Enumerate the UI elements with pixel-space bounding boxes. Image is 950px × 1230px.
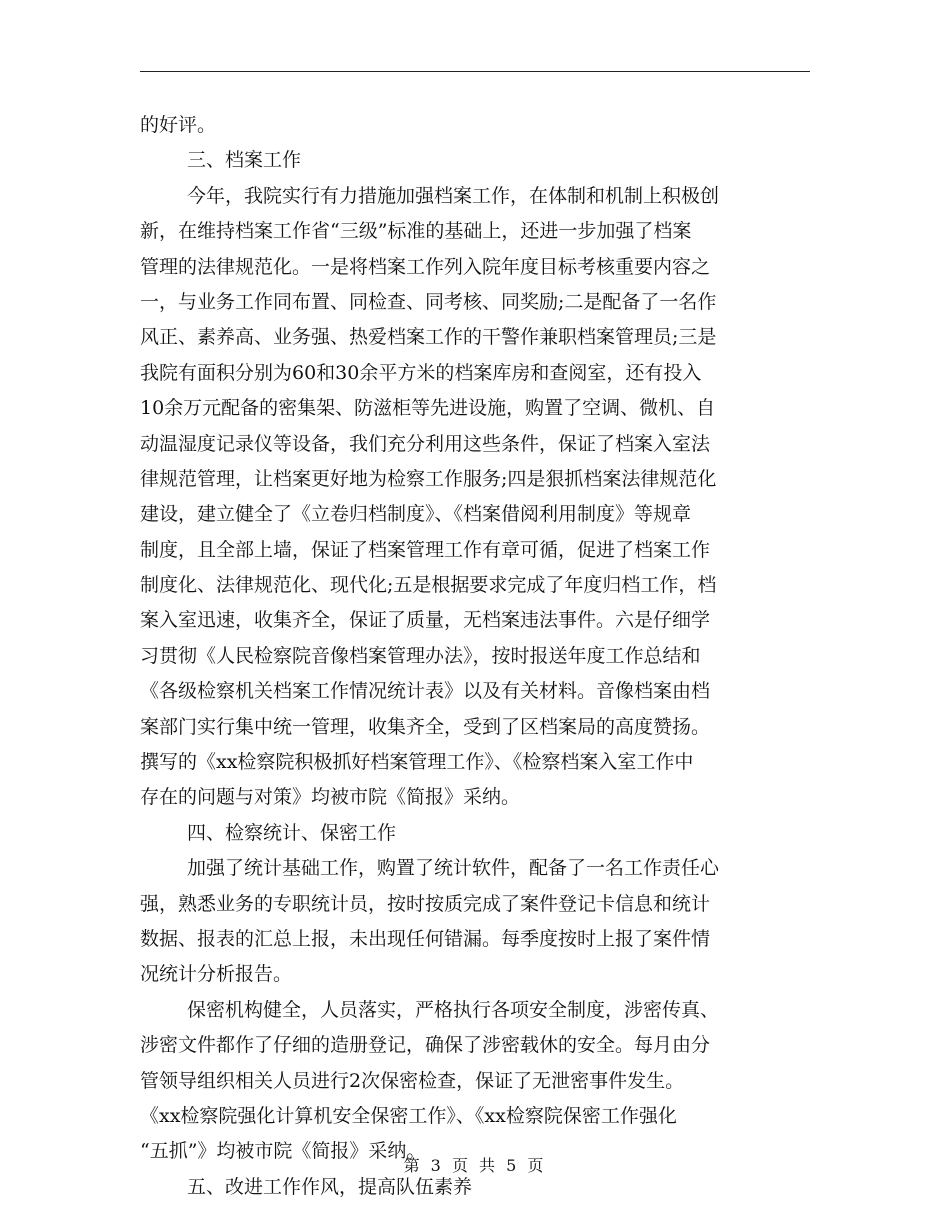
paragraph-line: 律规范管理，让档案更好地为检察工作服务;四是狠抓档案法律规范化 <box>140 467 717 490</box>
paragraph-line: 动温湿度记录仪等设备，我们充分利用这些条件，保证了档案入室法 <box>140 432 711 455</box>
paragraph-line: 数据、报表的汇总上报，未出现任何错漏。每季度按时上报了案件情 <box>140 927 711 950</box>
header-rule <box>140 71 810 72</box>
paragraph-line-indented: 保密机构健全，人员落实，严格执行各项安全制度，涉密传真、 <box>187 998 720 1021</box>
paragraph-line-indented: 今年，我院实行有力措施加强档案工作，在体制和机制上积极创 <box>187 184 720 207</box>
paragraph-line: 我院有面积分别为60和30余平方米的档案库房和查阅室，还有投入 <box>140 361 702 384</box>
paragraph-line: 管领导组织相关人员进行2次保密检查，保证了无泄密事件发生。 <box>140 1069 685 1092</box>
paragraph-line: 存在的问题与对策》均被市院《简报》采纳。 <box>140 786 521 809</box>
paragraph-line: 况统计分析报告。 <box>140 963 293 986</box>
paragraph-line: 建设，建立健全了《立卷归档制度》、《档案借阅利用制度》等规章 <box>140 503 692 526</box>
paragraph-line: 风正、素养高、业务强、热爱档案工作的干警作兼职档案管理员;三是 <box>140 326 717 349</box>
paragraph-line: “五抓”》均被市院《简报》采纳。 <box>140 1140 426 1163</box>
paragraph-line: 强，熟悉业务的专职统计员，按时按质完成了案件登记卡信息和统计 <box>140 892 711 915</box>
paragraph-line-indented: 四、检察统计、保密工作 <box>187 821 397 844</box>
paragraph-line: 制度，且全部上墙，保证了档案管理工作有章可循，促进了档案工作 <box>140 538 711 561</box>
document-body <box>140 108 810 1205</box>
paragraph-line: 一，与业务工作同布置、同检查、同考核、同奖励;二是配备了一名作 <box>140 290 717 313</box>
paragraph-line: 制度化、法律规范化、现代化;五是根据要求完成了年度归档工作，档 <box>140 574 717 597</box>
paragraph-line-indented: 三、档案工作 <box>187 149 302 172</box>
paragraph-line-indented: 加强了统计基础工作，购置了统计软件，配备了一名工作责任心 <box>187 857 720 880</box>
paragraph-line: 的好评。 <box>140 114 217 136</box>
paragraph-line: 管理的法律规范化。一是将档案工作列入院年度目标考核重要内容之 <box>140 255 711 278</box>
paragraph-line: 《xx检察院强化计算机安全保密工作》、《xx检察院保密工作强化 <box>140 1104 677 1127</box>
paragraph-line: 案部门实行集中统一管理，收集齐全，受到了区档案局的高度赞扬。 <box>140 715 711 738</box>
paragraph-line: 新，在维持档案工作省“三级”标准的基础上，还进一步加强了档案 <box>140 220 692 243</box>
page-number: 第 3 页 共 5 页 <box>403 1156 547 1175</box>
paragraph-line: 习贯彻《人民检察院音像档案管理办法》，按时报送年度工作总结和 <box>140 644 701 667</box>
paragraph-line-indented: 五、改进工作作风，提高队伍素养 <box>187 1175 473 1198</box>
paragraph-line: 案入室迅速，收集齐全，保证了质量，无档案违法事件。六是仔细学 <box>140 609 711 632</box>
paragraph-line: 《各级检察机关档案工作情况统计表》以及有关材料。音像档案由档 <box>140 680 711 703</box>
paragraph-line: 10余万元配备的密集架、防滋柜等先进设施，购置了空调、微机、自 <box>140 397 716 420</box>
paragraph-line: 涉密文件都作了仔细的造册登记，确保了涉密载休的安全。每月由分 <box>140 1034 711 1057</box>
paragraph-line: 撰写的《xx检察院积极抓好档案管理工作》、《检察档案入室工作中 <box>140 751 694 774</box>
